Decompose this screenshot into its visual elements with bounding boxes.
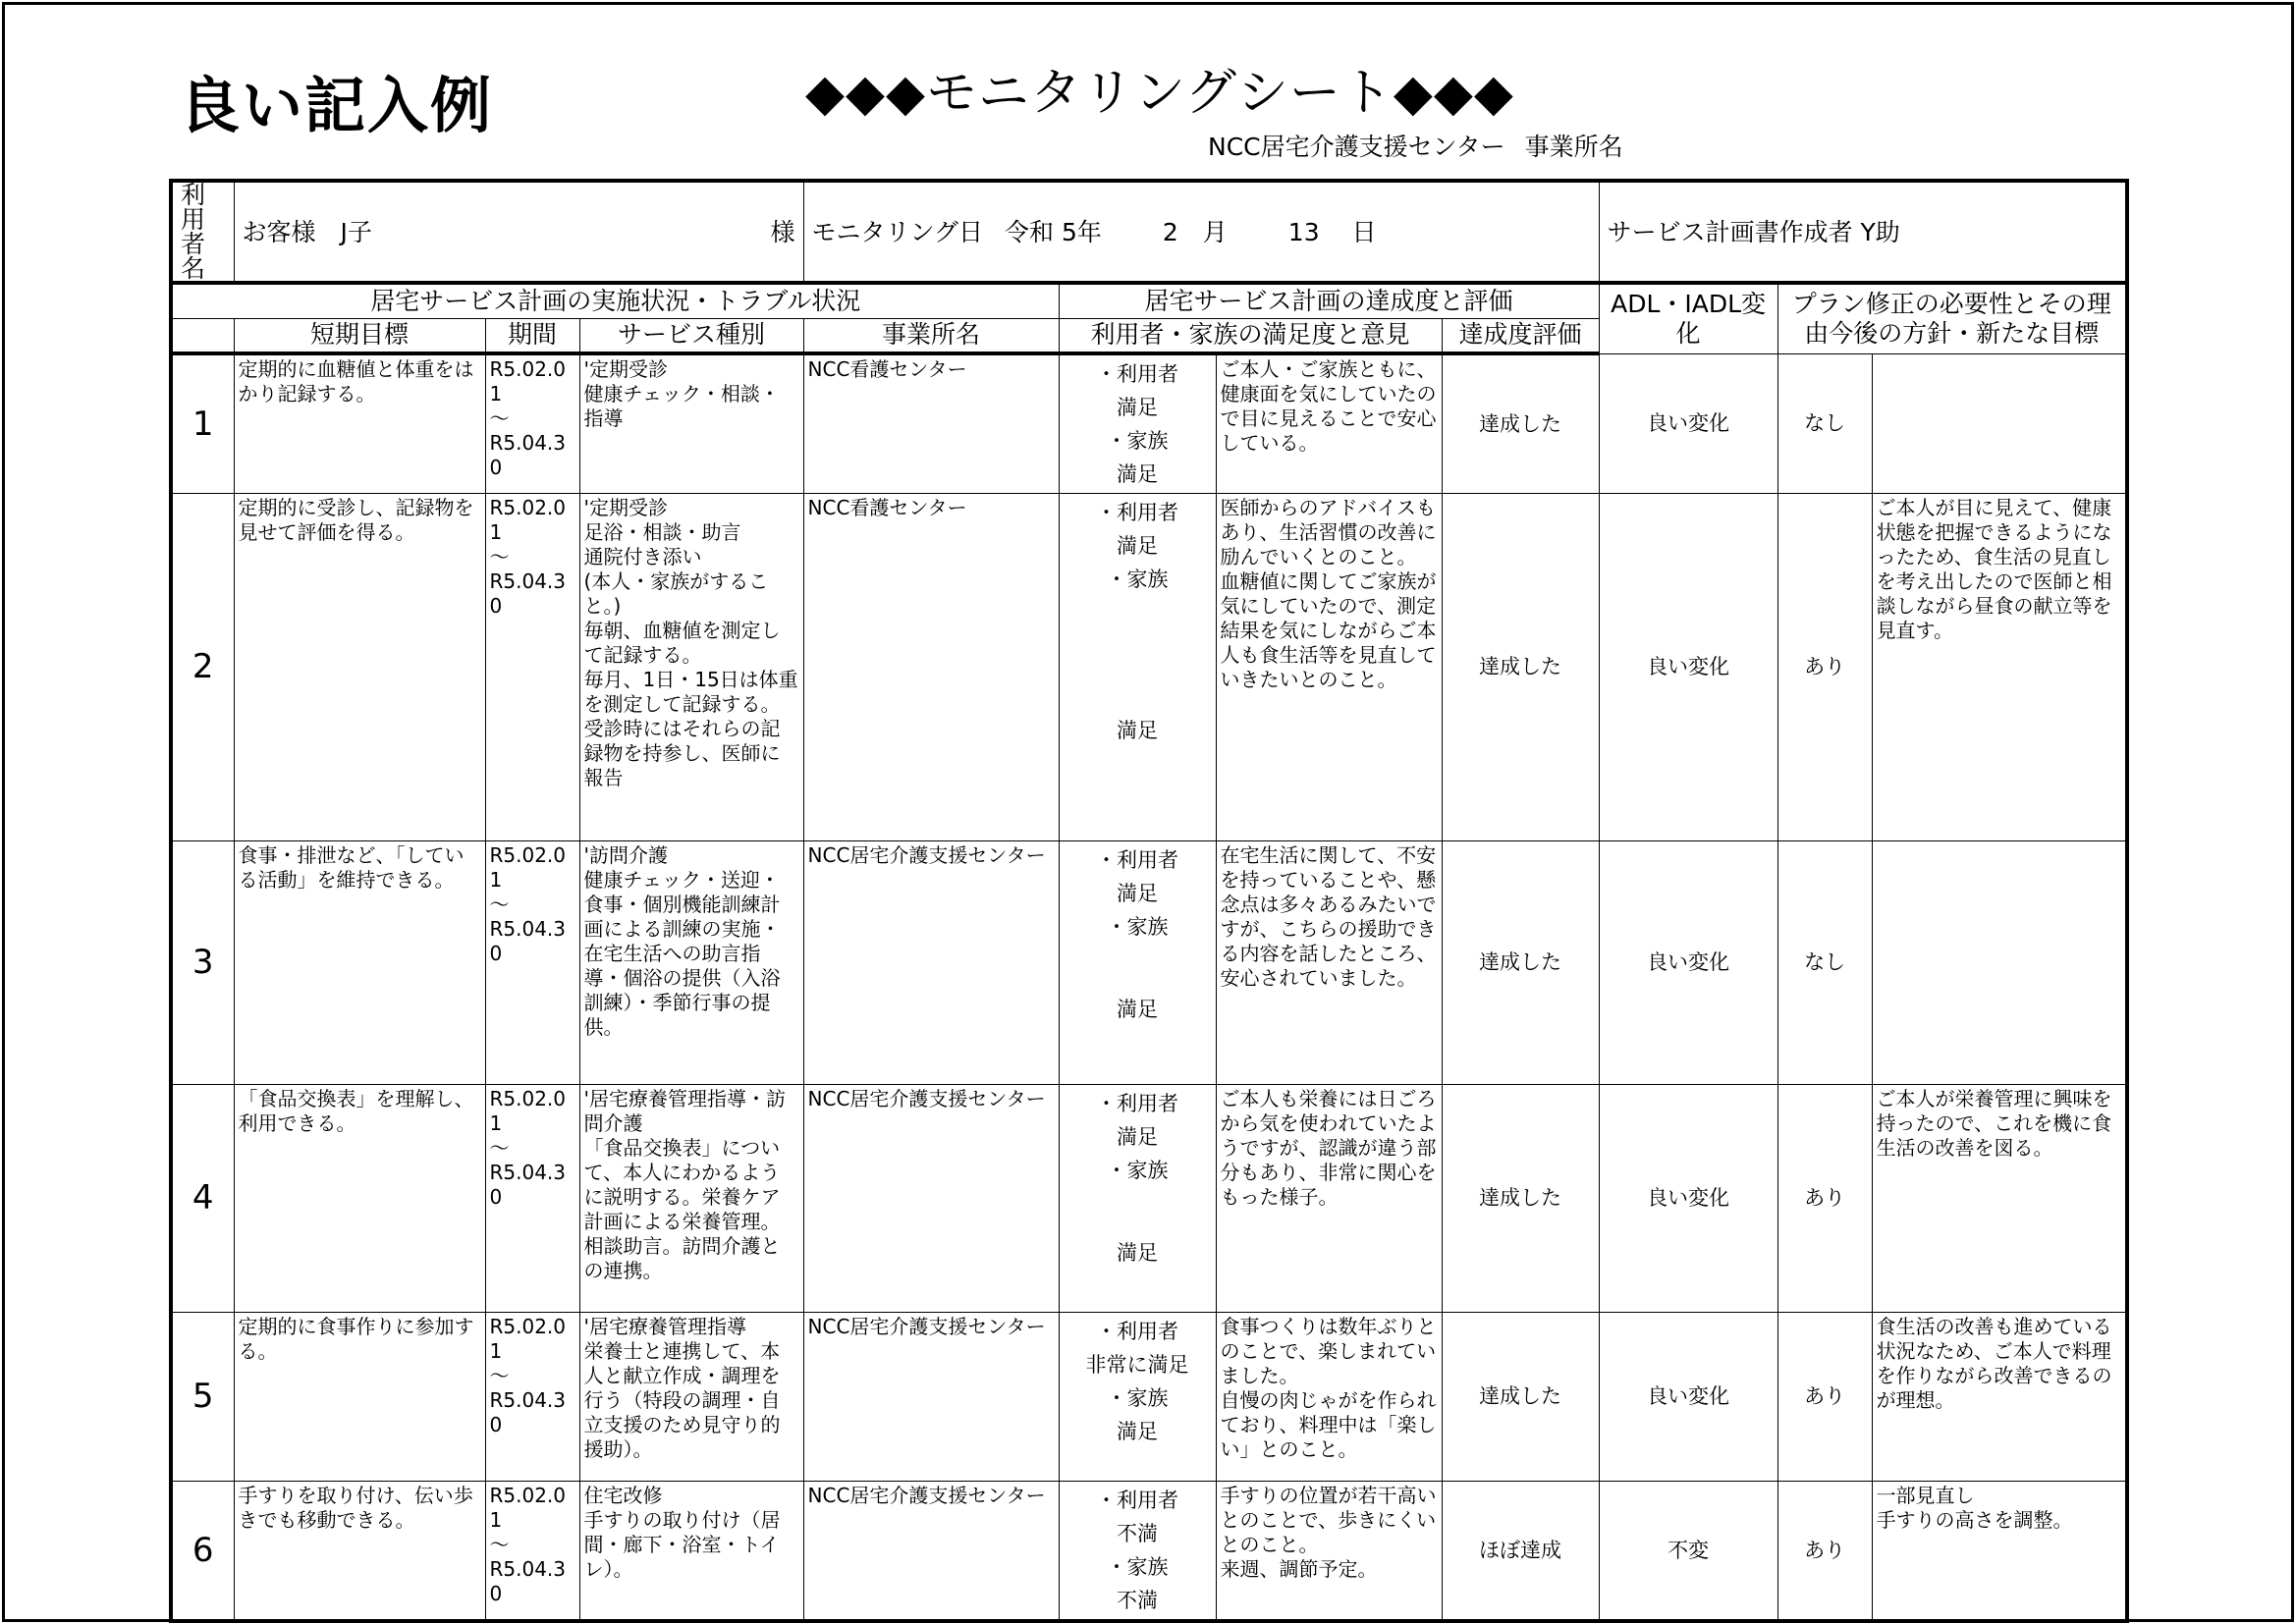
revision-need: なし [1777,353,1872,494]
period-separator: ～ [489,1364,510,1387]
header-blank [171,318,234,353]
revision-need: あり [1777,1482,1872,1622]
achievement: ほぼ達成 [1442,1482,1599,1622]
short-term-goal: 手すりを取り付け、伝い歩きでも移動できる。 [234,1482,485,1622]
period [485,841,579,1085]
plan-revision: ご本人が目に見えて、健康状態を把握できるようになったため、食生活の見直しを考え出したので医師と相談しながら昼食の献立等を見直す。 [1872,494,2127,841]
period-end: R5.04.30 [489,431,567,479]
office-name: NCC居宅介護支援センター [1208,133,1505,161]
client-name: お客様 J子 [242,217,372,246]
short-term-goal: 定期的に血糖値と体重をはかり記録する。 [234,353,485,494]
row-number: 5 [171,1313,234,1482]
user-satisfaction: 満足 [1117,534,1159,558]
table-row [171,353,2127,494]
period [485,1313,579,1482]
family-label: ・家族 [1106,1159,1169,1182]
monitoring-table [169,179,2129,1623]
table-row [171,494,2127,841]
opinion: ご本人も栄養には日ごろから気を使われていたようですが、認識が違う部分もあり、非常に関心をもった様子。 [1216,1085,1442,1313]
service-type: '訪問介護 健康チェック・送迎・食事・個別機能訓練計画による訓練の実施・在宅生活への助言指導・個浴の提供（入浴訓練）・季節行事の提供。 [579,841,803,1085]
client-info-row [171,181,2127,283]
plan-author: サービス計画書作成者 Y助 [1599,181,2127,283]
period-end: R5.04.30 [489,1161,567,1209]
period [485,353,579,494]
opinion: 手すりの位置が若干高いとのことで、歩きにくいとのこと。 来週、調節予定。 [1216,1482,1442,1622]
period-start: R5.02.01 [489,1484,567,1532]
user-satisfaction: 満足 [1117,1125,1159,1149]
header-office: 事業所名 [803,318,1059,353]
satisfaction [1059,1482,1216,1622]
office-name: NCC居宅介護支援センター [803,841,1059,1085]
service-type: '居宅療養管理指導 栄養士と連携して、本人と献立作成・調理を行う（特段の調理・自立支援のため見守り的援助）。 [579,1313,803,1482]
revision-need: あり [1777,1313,1872,1482]
row-number: 3 [171,841,234,1085]
family-label: ・家族 [1106,1386,1169,1410]
period-start: R5.02.01 [489,1315,567,1363]
header-period: 期間 [485,318,579,353]
short-term-goal: 「食品交換表」を理解し、利用できる。 [234,1085,485,1313]
service-type: '定期受診 足浴・相談・助言 通院付き添い (本人・家族がすること。) 毎朝、血糖値を測定して記録する。 毎月、1日・15日は体重を測定して記録する。 受診時にはそれらの記録物を持参し、医師に報告 [579,494,803,841]
office-name: NCC看護センター [803,353,1059,494]
user-label: ・利用者 [1096,1320,1179,1343]
table-row [171,1482,2127,1622]
period [485,494,579,841]
office-name: NCC看護センター [803,494,1059,841]
satisfaction [1059,494,1216,841]
table-row [171,1313,2127,1482]
period-separator: ～ [489,1533,510,1556]
user-label: ・利用者 [1096,1092,1179,1115]
client-suffix: 様 [770,217,795,246]
period-separator: ～ [489,545,510,568]
client-label: 利用者名 [171,181,234,283]
adl-change: 良い変化 [1599,494,1777,841]
sheet-title: ◆◆◆モニタリングシート◆◆◆ [805,64,1514,123]
satisfaction [1059,1085,1216,1313]
office-name: NCC居宅介護支援センター [803,1085,1059,1313]
header-plan-revision: プラン修正の必要性とその理由今後の方針・新たな目標 [1777,283,2127,353]
user-satisfaction: 不満 [1117,1522,1159,1545]
user-satisfaction: 非常に満足 [1085,1353,1189,1377]
adl-change: 良い変化 [1599,1085,1777,1313]
office-name: NCC居宅介護支援センター [803,1313,1059,1482]
period-start: R5.02.01 [489,843,567,892]
row-number: 6 [171,1482,234,1622]
family-satisfaction: 満足 [1117,1241,1159,1265]
family-label: ・家族 [1106,429,1169,453]
period-end: R5.04.30 [489,1557,567,1605]
table-row [171,841,2127,1085]
header-service: サービス種別 [579,318,803,353]
monitoring-date [803,181,1599,283]
office-label: 事業所名 [1524,133,1623,161]
short-term-goal: 定期的に受診し、記録物を見せて評価を得る。 [234,494,485,841]
achievement: 達成した [1442,494,1599,841]
opinion: 食事つくりは数年ぶりとのことで、楽しまれていました。 自慢の肉じゃがを作られており、料理中は「楽しい」とのこと。 [1216,1313,1442,1482]
achievement: 達成した [1442,1085,1599,1313]
period-separator: ～ [489,1136,510,1160]
adl-change: 良い変化 [1599,841,1777,1085]
period-separator: ～ [489,893,510,916]
adl-change: 良い変化 [1599,353,1777,494]
satisfaction [1059,1313,1216,1482]
satisfaction [1059,353,1216,494]
header-goal: 短期目標 [234,318,485,353]
plan-revision [1872,841,2127,1085]
period-start: R5.02.01 [489,496,567,544]
header-adl: ADL・IADL変化 [1599,283,1777,353]
client-name-cell [234,181,803,283]
service-type: '定期受診 健康チェック・相談・指導 [579,353,803,494]
office-line [1208,128,1643,163]
user-label: ・利用者 [1096,848,1179,872]
header-satisfaction: 利用者・家族の満足度と意見 [1059,318,1442,353]
row-number: 2 [171,494,234,841]
revision-need: あり [1777,1085,1872,1313]
example-label: 良い記入例 [179,70,494,141]
period-start: R5.02.01 [489,1087,567,1135]
plan-revision: 一部見直し 手すりの高さを調整。 [1872,1482,2127,1622]
period-separator: ～ [489,406,510,430]
date-day: 13 日 [1287,217,1377,246]
table-body [171,353,2127,1621]
date-era: 令和 5年 [1005,217,1102,246]
user-satisfaction: 満足 [1117,396,1159,419]
header-implementation: 居宅サービス計画の実施状況・トラブル状況 [171,283,1059,318]
date-label: モニタリング日 [811,217,984,246]
row-number: 1 [171,353,234,494]
period-end: R5.04.30 [489,1388,567,1436]
service-type: 住宅改修 手すりの取り付け（居間・廊下・浴室・トイレ）。 [579,1482,803,1622]
plan-revision: 食生活の改善も進めている状況なため、ご本人で料理を作りながら改善できるのが理想。 [1872,1313,2127,1482]
adl-change: 良い変化 [1599,1313,1777,1482]
period-end: R5.04.30 [489,569,567,618]
plan-revision [1872,353,2127,494]
family-label: ・家族 [1106,1555,1169,1579]
user-satisfaction: 満足 [1117,882,1159,905]
short-term-goal: 食事・排泄など、「している活動」を維持できる。 [234,841,485,1085]
achievement: 達成した [1442,841,1599,1085]
opinion: 医師からのアドバイスもあり、生活習慣の改善に励んでいくとのこと。 血糖値に関してご家族が気にしていたので、測定結果を気にしながらご本人も食生活等を見直していきたいとのこと。 [1216,494,1442,841]
date-month: 2 月 [1162,217,1228,246]
family-satisfaction: 満足 [1117,1420,1159,1443]
family-satisfaction: 満足 [1117,462,1159,486]
row-number: 4 [171,1085,234,1313]
period-start: R5.02.01 [489,357,567,406]
family-label: ・家族 [1106,915,1169,939]
header-row-1 [171,283,2127,318]
achievement: 達成した [1442,1313,1599,1482]
opinion: 在宅生活に関して、不安を持っていることや、懸念点は多々あるみたいですが、こちらの援助できる内容を話したところ、安心されていました。 [1216,841,1442,1085]
office-name: NCC居宅介護支援センター [803,1482,1059,1622]
header-evaluation: 居宅サービス計画の達成度と評価 [1059,283,1599,318]
achievement: 達成した [1442,353,1599,494]
period [485,1085,579,1313]
family-satisfaction: 不満 [1117,1589,1159,1612]
adl-change: 不変 [1599,1482,1777,1622]
period [485,1482,579,1622]
plan-revision: ご本人が栄養管理に興味を持ったので、これを機に食生活の改善を図る。 [1872,1085,2127,1313]
service-type: '居宅療養管理指導・訪問介護 「食品交換表」について、本人にわかるように説明する。栄養ケア計画による栄養管理。相談助言。訪問介護との連携。 [579,1085,803,1313]
user-label: ・利用者 [1096,1489,1179,1512]
table-row [171,1085,2127,1313]
family-satisfaction: 満足 [1117,719,1159,742]
user-label: ・利用者 [1096,362,1179,386]
satisfaction [1059,841,1216,1085]
family-satisfaction: 満足 [1117,998,1159,1021]
revision-need: あり [1777,494,1872,841]
user-label: ・利用者 [1096,501,1179,524]
header-achievement: 達成度評価 [1442,318,1599,353]
revision-need: なし [1777,841,1872,1085]
opinion: ご本人・ご家族ともに、 健康面を気にしていたので目に見えることで安心している。 [1216,353,1442,494]
period-end: R5.04.30 [489,917,567,965]
family-label: ・家族 [1106,568,1169,591]
short-term-goal: 定期的に食事作りに参加する。 [234,1313,485,1482]
